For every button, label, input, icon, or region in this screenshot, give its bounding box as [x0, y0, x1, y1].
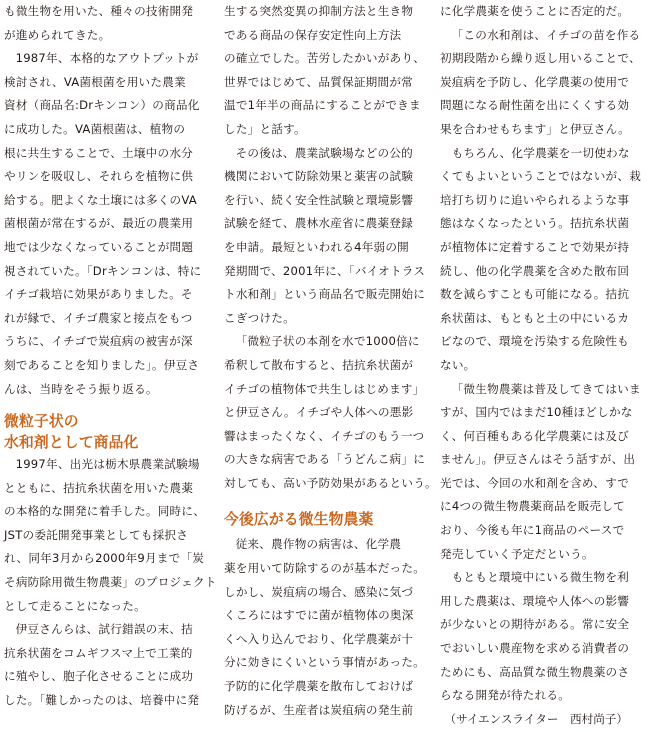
text-line: 発期間で、2001年に、「バイオトラス	[224, 263, 426, 278]
text-line: 抗糸状菌をコムギフスマ上で工業的	[4, 645, 193, 660]
text-line: 従来、農作物の病害は、化学農	[235, 537, 402, 552]
section-heading-line-1: 微粒子状の	[4, 413, 79, 431]
text-line: ためにも、高品質な微生物農薬のさ	[440, 664, 630, 679]
text-line: 果を合わせもちます」と伊豆さん。	[440, 121, 630, 136]
text-line: んは、当時をそう振り返る。	[4, 381, 158, 396]
text-line: に成功した。VA菌根菌は、植物の	[4, 121, 186, 136]
text-line: その後は、農業試験場などの公的	[235, 145, 413, 160]
text-line: すが、国内ではまだ10種ほどしかな	[440, 405, 633, 420]
text-line: もともと環境中にいる微生物を利	[451, 570, 629, 585]
text-line: 「微粒子状の本剤を水で1000倍に	[235, 334, 420, 349]
text-line: ト水和剤」という商品名で販売開始に	[224, 287, 426, 302]
text-line: 数を減らすことも可能になる。拮抗	[440, 287, 630, 302]
text-line: した」と話す。	[224, 121, 306, 136]
text-line: 温で1年半の商品にすることができま	[224, 98, 421, 113]
article-column-2	[224, 0, 437, 722]
text-line: イチゴの植物体で共生しはじめます」	[224, 381, 425, 396]
paragraph-trial-and-error	[4, 618, 204, 712]
text-line: イチゴ栽培に効果がありました。そ	[4, 287, 193, 302]
text-line: JSTの委託開発事業としても採択さ	[4, 527, 189, 542]
text-line: れが縁で、イチゴ農家と接点をもつ	[4, 310, 193, 325]
text-line: 根に共生することで、土壌中の水分	[4, 145, 193, 160]
text-line: の確立でした。苦労したかいがあり、	[224, 51, 426, 66]
text-line: 伊豆さんらは、試行錯誤の末、拮	[15, 622, 193, 637]
text-line: を申請。最短といわれる4年弱の開	[224, 239, 409, 254]
section-heading-line-2: 水和剤として商品化	[4, 434, 139, 452]
text-line: 資材（商品名:Drキンコン）の商品化	[4, 98, 200, 113]
text-line: に殖やし、胞子化させることに成功	[4, 669, 194, 684]
text-line: 機関において防除効果と薬害の試験	[224, 169, 414, 184]
paragraph-usage	[224, 330, 437, 495]
text-line: 対しても、高い予防効果があるという。	[224, 475, 437, 490]
text-line: 続し、他の化学農薬を含めた散布回	[440, 263, 630, 278]
text-line: 防げるが、生産者は炭疽病の発生前	[224, 702, 414, 717]
text-line: に4つの微生物農薬商品を販売して	[440, 499, 625, 514]
text-line: でおいしい農産物を求める消費者の	[440, 641, 630, 656]
text-line: 糸状菌は、もともと土の中にいるカ	[440, 310, 630, 325]
text-line: 分に効きにくいという事情があった。	[224, 655, 425, 670]
text-line: 予防的に化学農薬を散布しておけば	[224, 679, 414, 694]
text-line: 菌根菌が常在するが、最近の農業用	[4, 216, 194, 231]
text-line: が少ないとの期待がある。常に安全	[440, 617, 630, 632]
text-line: の本格的な開発に着手した。同時に、	[4, 504, 206, 519]
text-line: として走ることになった。	[4, 598, 146, 613]
paragraph-benefits	[440, 142, 640, 378]
paragraph-mutation-control	[224, 0, 424, 142]
text-line: を行い、続く安全性試験と環境影響	[224, 192, 414, 207]
text-line: れ、同年3月から2000年9月まで「炭	[4, 551, 205, 566]
text-line: く、何百種もある化学農薬には及び	[440, 428, 629, 443]
text-line: 検討され、VA菌根菌を用いた農業	[4, 74, 186, 89]
text-line: した。「難しかったのは、培養中に発	[4, 693, 200, 708]
paragraph-development-start	[4, 453, 217, 618]
text-line: 生する突然変異の抑制方法と生き物	[224, 4, 414, 18]
text-line: 給する。肥よくな土壌には多くのVA	[4, 192, 197, 207]
text-line: 世界ではじめて、品質保証期間が常	[224, 74, 413, 89]
text-line: 響はまったくなく、イチゴのもう一つ	[224, 428, 425, 443]
section-heading-commercialization	[4, 411, 204, 453]
text-line: おり、今後も年に1商品のペースで	[440, 523, 625, 538]
text-line: に化学農薬を使うことに否定的だ。	[440, 4, 630, 18]
text-line: うちに、イチゴで炭疽病の被害が深	[4, 334, 193, 349]
text-line: 問題になる耐性菌を出にくくする効	[440, 98, 630, 113]
text-line: と伊豆さん。イチゴや人体への悪影	[224, 405, 414, 420]
text-line: ない。	[440, 357, 476, 372]
text-line: 用した農薬は、環境や人体への影響	[440, 593, 630, 608]
text-line: 刻であることを知りました」。伊豆さ	[4, 357, 200, 372]
text-line: ビなので、環境を汚染する危険性も	[440, 334, 629, 349]
text-line: 地では少なくなっていることが問題	[4, 239, 194, 254]
article-column-3	[440, 0, 640, 731]
text-line: くへ入り込んでおり、化学農薬が十	[224, 631, 414, 646]
text-line: しかし、炭疽病の場合、感染に気づ	[224, 584, 414, 599]
text-line: もちろん、化学農薬を一切使わな	[451, 145, 630, 160]
text-line: 「この水和剤は、イチゴの苗を作る	[451, 27, 641, 42]
text-line: やリンを吸収し、それらを植物に供	[4, 169, 194, 184]
text-line: 試験を経て、農林水産省に農薬登録	[224, 216, 413, 231]
text-line: も微生物を用いた、種々の技術開発	[4, 4, 194, 18]
text-line: くころにはすでに菌が植物体の奥深	[224, 608, 414, 623]
text-line: 希釈して散布すると、拮抗糸状菌が	[224, 357, 414, 372]
paragraph-drkinkon	[4, 47, 204, 401]
text-line: である商品の保存安定性向上方法	[224, 27, 402, 42]
paragraph-negative-view	[440, 0, 640, 24]
text-line: ません」。伊豆さんはそう話すが、出	[440, 452, 636, 467]
text-line: 炭疽病を予防し、化学農薬の使用で	[440, 74, 630, 89]
text-line: 光では、今回の水和剤を含め、すで	[440, 475, 630, 490]
text-line: 薬を用いて防除するのが基本だった。	[224, 561, 426, 576]
text-line: 1997年、出光は栃木県農業試験場	[15, 457, 200, 472]
text-line: が植物体に定着することで効果が持	[440, 239, 630, 254]
paragraph-quote-seedlings	[440, 24, 640, 142]
text-line: そ病防除用微生物農薬」のプロジェクト	[4, 575, 217, 590]
text-line: 発売していく予定だという。	[440, 546, 594, 561]
paragraph-quote-adoption	[440, 378, 640, 567]
text-line: 培打ち切りに追いやられるような事	[440, 192, 630, 207]
text-line: が進められてきた。	[4, 27, 111, 42]
text-line: 視されていた。「Drキンコンは、特に	[4, 263, 202, 278]
text-line: らなる開発が待たれる。	[440, 688, 571, 703]
article-column-1	[4, 0, 217, 713]
text-line: こぎつけた。	[224, 310, 295, 325]
text-line: 初期段階から繰り返し用いることで、	[440, 51, 641, 66]
text-line: くてもよいということではないが、栽	[440, 169, 642, 184]
author-credit: （サイエンスライター 西村尚子）	[444, 711, 628, 726]
paragraph-intro-tail	[4, 0, 204, 47]
text-line: 1987年、本格的なアウトプットが	[15, 51, 199, 66]
text-line: 態はなくなったという。拮抗糸状菌	[440, 216, 630, 231]
text-line: 「微生物農薬は普及してきてはいま	[451, 381, 641, 396]
text-line: とともに、拮抗糸状菌を用いた農薬	[4, 480, 194, 495]
section-heading-future: 今後広がる微生物農薬	[224, 511, 374, 529]
paragraph-conclusion	[440, 566, 640, 708]
paragraph-registration	[224, 142, 424, 331]
paragraph-conventional-control	[224, 533, 424, 722]
text-line: の大きな病害である「うどんこ病」に	[224, 452, 426, 467]
